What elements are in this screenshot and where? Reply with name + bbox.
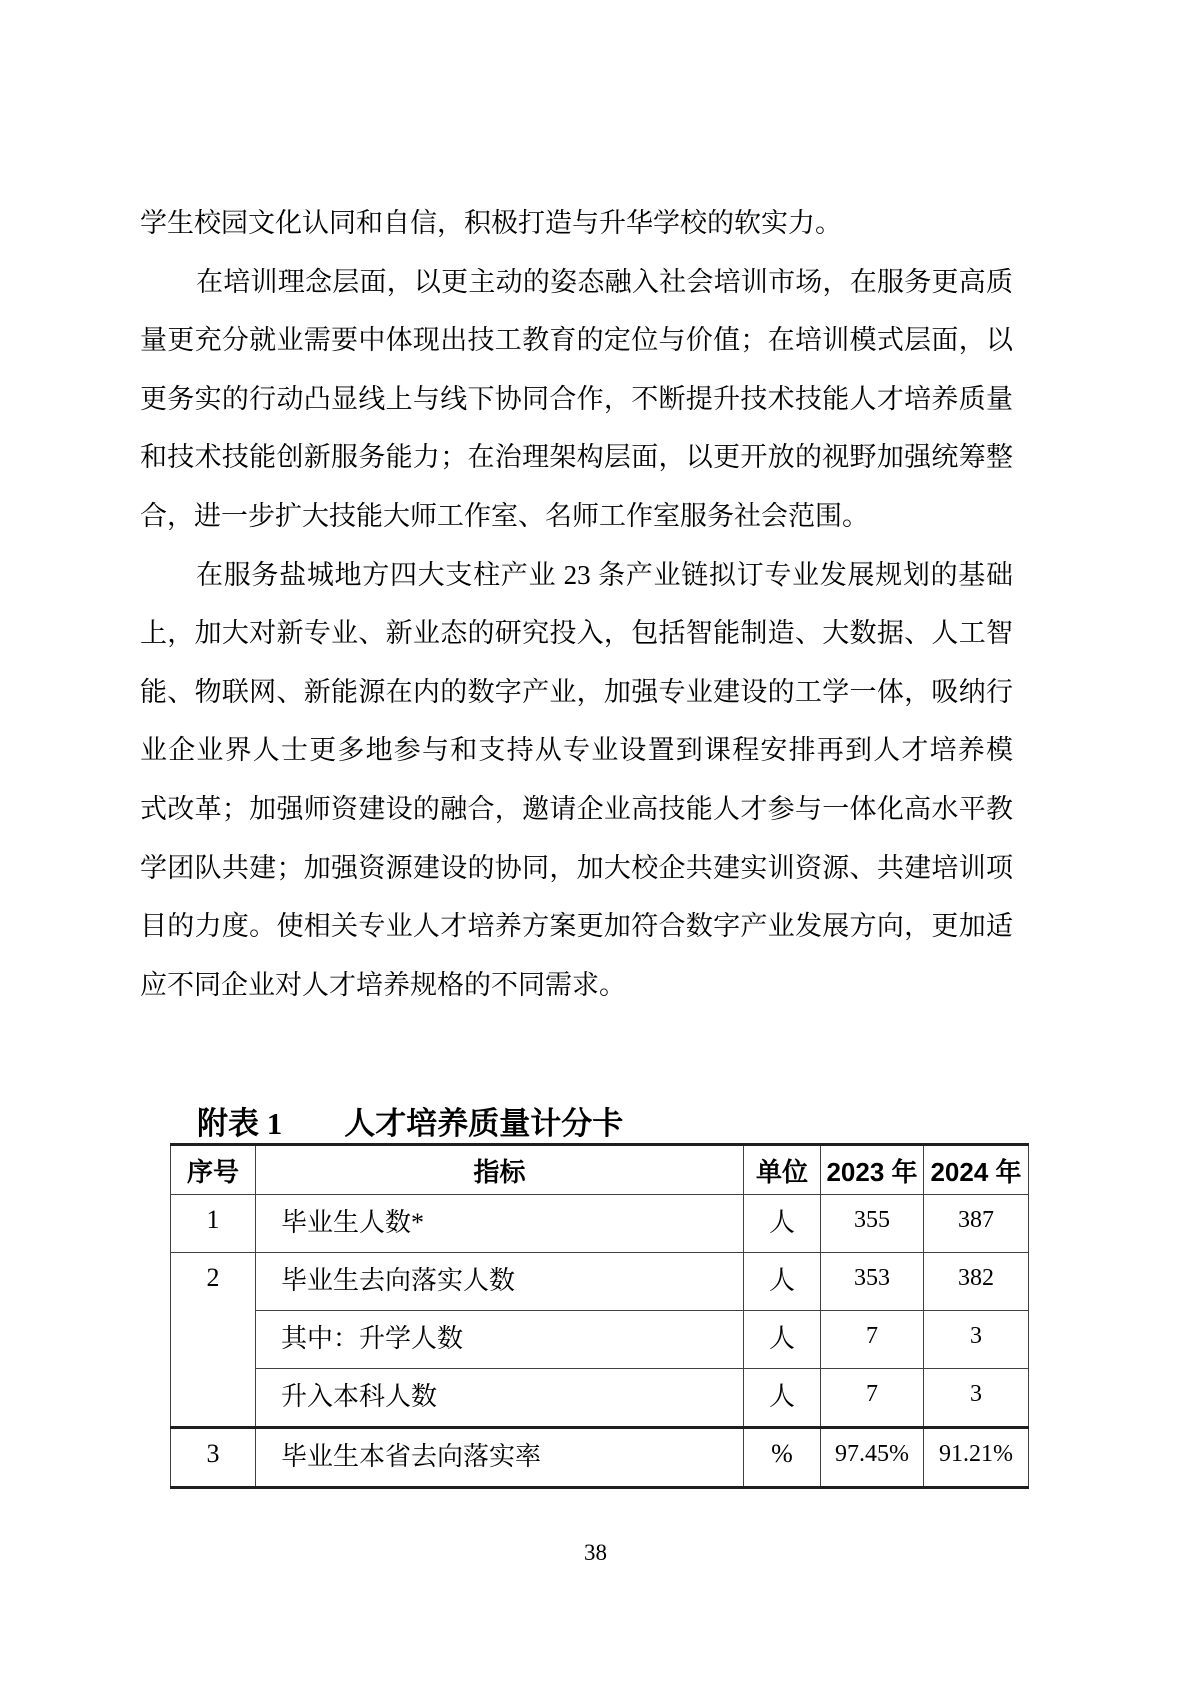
page-number: 38 [584,1540,607,1565]
cell-indicator: 毕业生去向落实人数 [256,1253,744,1311]
table-caption [197,1098,623,1143]
cell-2023-value: 7 [821,1311,924,1369]
text-line: 学生校园文化认同和自信，积极打造与升华学校的软实力。 [140,208,842,238]
cell-serial-number: 1 [171,1195,256,1253]
cell-unit: 人 [744,1253,821,1311]
caption-label: 附表 1 [197,1106,283,1141]
cell-serial-number: 2 [171,1253,256,1428]
text-line: 和技术技能创新服务能力；在治理架构层面，以更开放的视野加强统筹整 [140,442,1013,473]
table-row [171,1428,1029,1488]
caption-title: 人才培养质量计分卡 [344,1106,624,1141]
table-row [171,1311,1029,1369]
cell-2024-value: 91.21% [924,1428,1029,1488]
text-line: 在服务盐城地方四大支柱产业 23 条产业链拟订专业发展规划的基础 [196,559,1013,590]
text-line: 上，加大对新专业、新业态的研究投入，包括智能制造、大数据、人工智 [140,618,1013,649]
cell-2023-value: 97.45% [821,1428,924,1488]
cell-indicator: 其中：升学人数 [256,1311,744,1369]
cell-unit: 人 [744,1369,821,1428]
cell-2024-value: 3 [924,1369,1029,1428]
cell-2023-value: 353 [821,1253,924,1311]
cell-2024-value: 382 [924,1253,1029,1311]
cell-2023-value: 7 [821,1369,924,1428]
cell-2023-value: 355 [821,1195,924,1253]
column-header: 指标 [256,1145,744,1195]
text-line: 目的力度。使相关专业人才培养方案更加符合数字产业发展方向，更加适 [140,911,1013,942]
cell-indicator: 升入本科人数 [256,1369,744,1428]
column-header: 序号 [171,1145,256,1195]
text-line: 业企业界人士更多地参与和支持从专业设置到课程安排再到人才培养模 [140,735,1013,766]
text-line: 合，进一步扩大技能大师工作室、名师工作室服务社会范围。 [140,500,869,531]
cell-2024-value: 3 [924,1311,1029,1369]
column-header: 2023 年 [821,1145,924,1195]
text-line: 更务实的行动凸显线上与线下协同合作，不断提升技术技能人才培养质量 [140,383,1013,414]
cell-serial-number: 3 [171,1428,256,1488]
text-line: 式改革；加强师资建设的融合，邀请企业高技能人才参与一体化高水平教 [140,793,1013,824]
text-line: 在培训理念层面，以更主动的姿态融入社会培训市场，在服务更高质 [196,266,1013,297]
text-line: 学团队共建；加强资源建设的协同，加大校企共建实训资源、共建培训项 [140,852,1013,883]
cell-indicator: 毕业生人数* [256,1195,744,1253]
text-line: 应不同企业对人才培养规格的不同需求。 [140,969,626,1000]
table-row [171,1253,1029,1311]
body-text [140,194,1013,1014]
cell-unit: 人 [744,1311,821,1369]
cell-2024-value: 387 [924,1195,1029,1253]
table-header-row [171,1145,1029,1195]
text-line: 量更充分就业需要中体现出技工教育的定位与价值；在培训模式层面，以 [140,325,1013,356]
cell-unit: 人 [744,1195,821,1253]
table-row [171,1369,1029,1428]
cell-indicator: 毕业生本省去向落实率 [256,1428,744,1488]
cell-unit: % [744,1428,821,1488]
table-row [171,1195,1029,1253]
column-header: 单位 [744,1145,821,1195]
column-header: 2024 年 [924,1145,1029,1195]
text-line: 能、物联网、新能源在内的数字产业，加强专业建设的工学一体，吸纳行 [140,676,1013,707]
scorecard-table [170,1143,1029,1489]
